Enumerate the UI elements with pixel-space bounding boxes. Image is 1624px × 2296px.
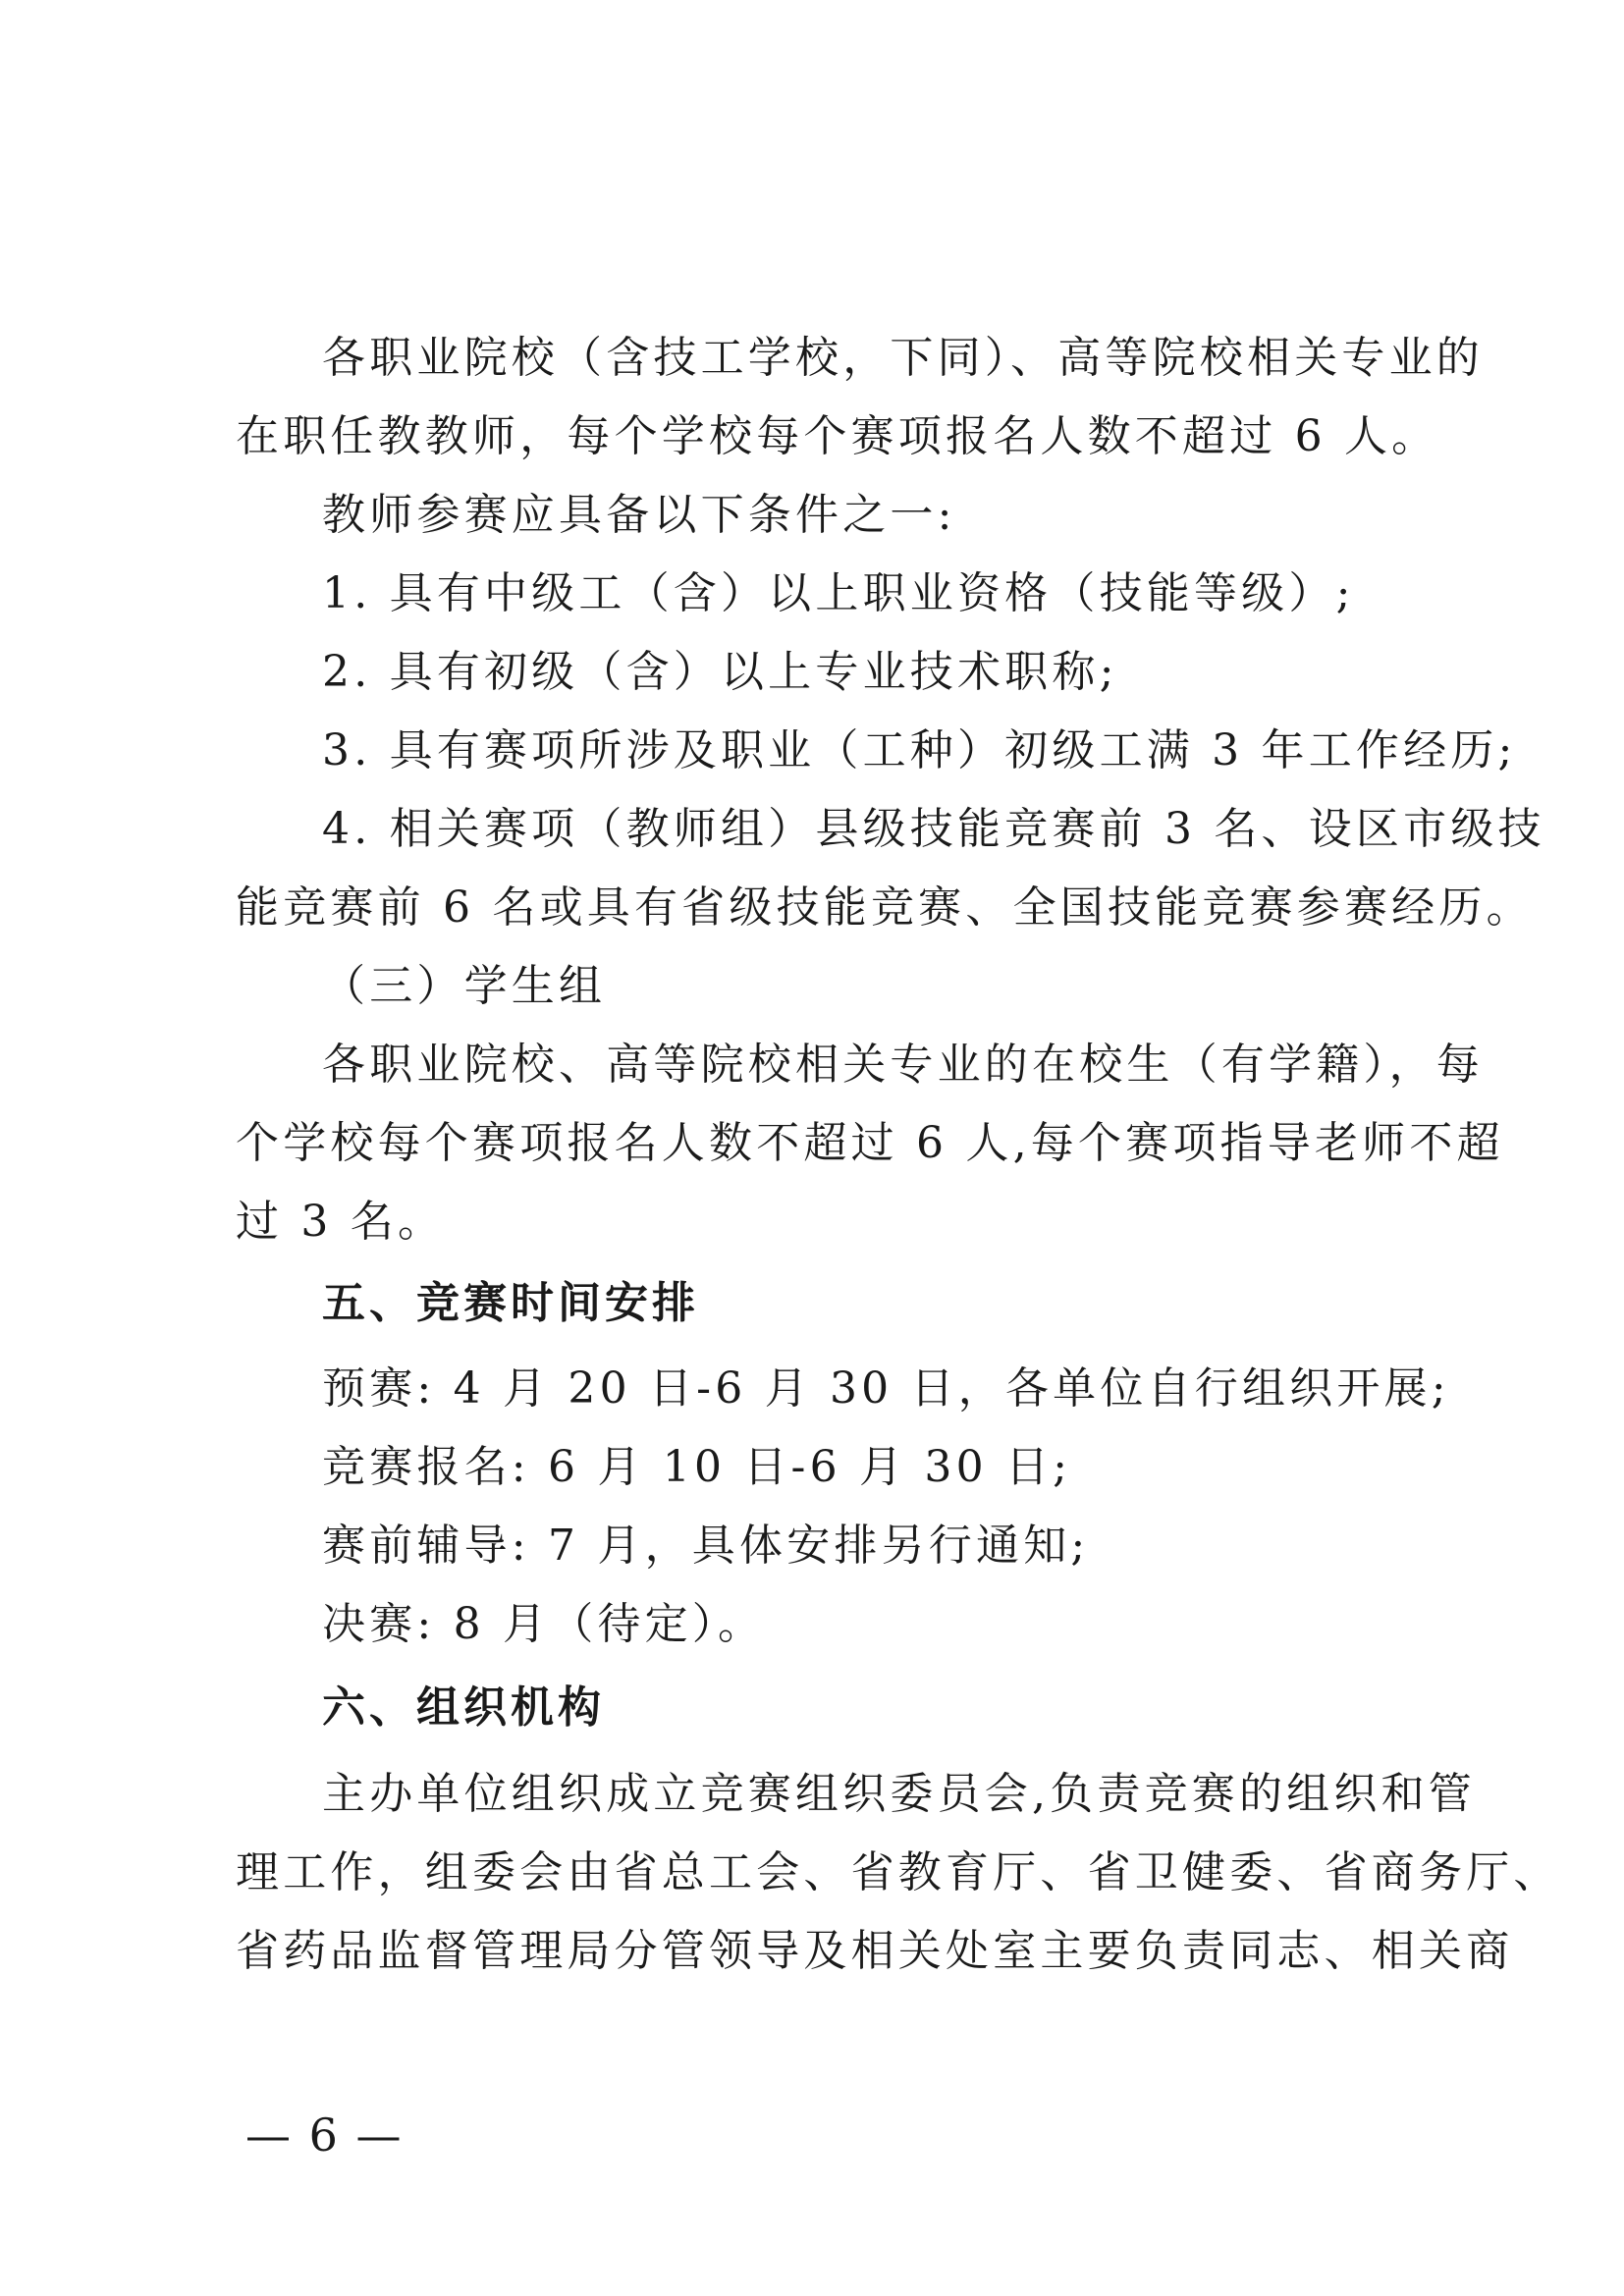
condition-2: 2. 具有初级（含）以上专业技术职称;: [322, 647, 1118, 697]
student-group-heading: （三）学生组: [322, 961, 607, 1011]
page-number: — 6 —: [245, 2109, 404, 2162]
organization-line-1: 主办单位组织成立竞赛组织委员会,负责竞赛的组织和管: [322, 1769, 1476, 1819]
section-5-heading: 五、竞赛时间安排: [322, 1278, 699, 1328]
student-paragraph-line-3: 过 3 名。: [236, 1197, 446, 1247]
section-6-heading: 六、组织机构: [322, 1682, 605, 1733]
student-paragraph-line-2: 个学校每个赛项报名人数不超过 6 人,每个赛项指导老师不超: [236, 1118, 1504, 1168]
paragraph-1-line-2: 在职任教教师，每个学校每个赛项报名人数不超过 6 人。: [236, 411, 1439, 461]
organization-line-2: 理工作，组委会由省总工会、省教育厅、省卫健委、省商务厅、: [236, 1847, 1561, 1897]
condition-4-line-1: 4. 相关赛项（教师组）县级技能竞赛前 3 名、设区市级技: [322, 804, 1545, 854]
organization-line-3: 省药品监督管理局分管领导及相关处室主要负责同志、相关商: [236, 1926, 1514, 1976]
schedule-registration: 竞赛报名: 6 月 10 日-6 月 30 日;: [322, 1442, 1072, 1492]
student-paragraph-line-1: 各职业院校、高等院校相关专业的在校生（有学籍），每: [322, 1040, 1484, 1090]
schedule-preliminary: 预赛: 4 月 20 日-6 月 30 日，各单位自行组织开展;: [322, 1363, 1450, 1414]
paragraph-1-line-1: 各职业院校（含技工学校，下同）、高等院校相关专业的: [322, 333, 1484, 383]
schedule-coaching: 赛前辅导: 7 月，具体安排另行通知;: [322, 1521, 1090, 1571]
teacher-conditions-intro: 教师参赛应具备以下条件之一:: [322, 490, 956, 540]
condition-4-line-2: 能竞赛前 6 名或具有省级技能竞赛、全国技能竞赛参赛经历。: [236, 882, 1534, 933]
condition-3: 3. 具有赛项所涉及职业（工种）初级工满 3 年工作经历;: [322, 725, 1517, 775]
condition-1: 1. 具有中级工（含）以上职业资格（技能等级）;: [322, 568, 1355, 618]
schedule-final: 决赛: 8 月（待定）。: [322, 1599, 766, 1649]
